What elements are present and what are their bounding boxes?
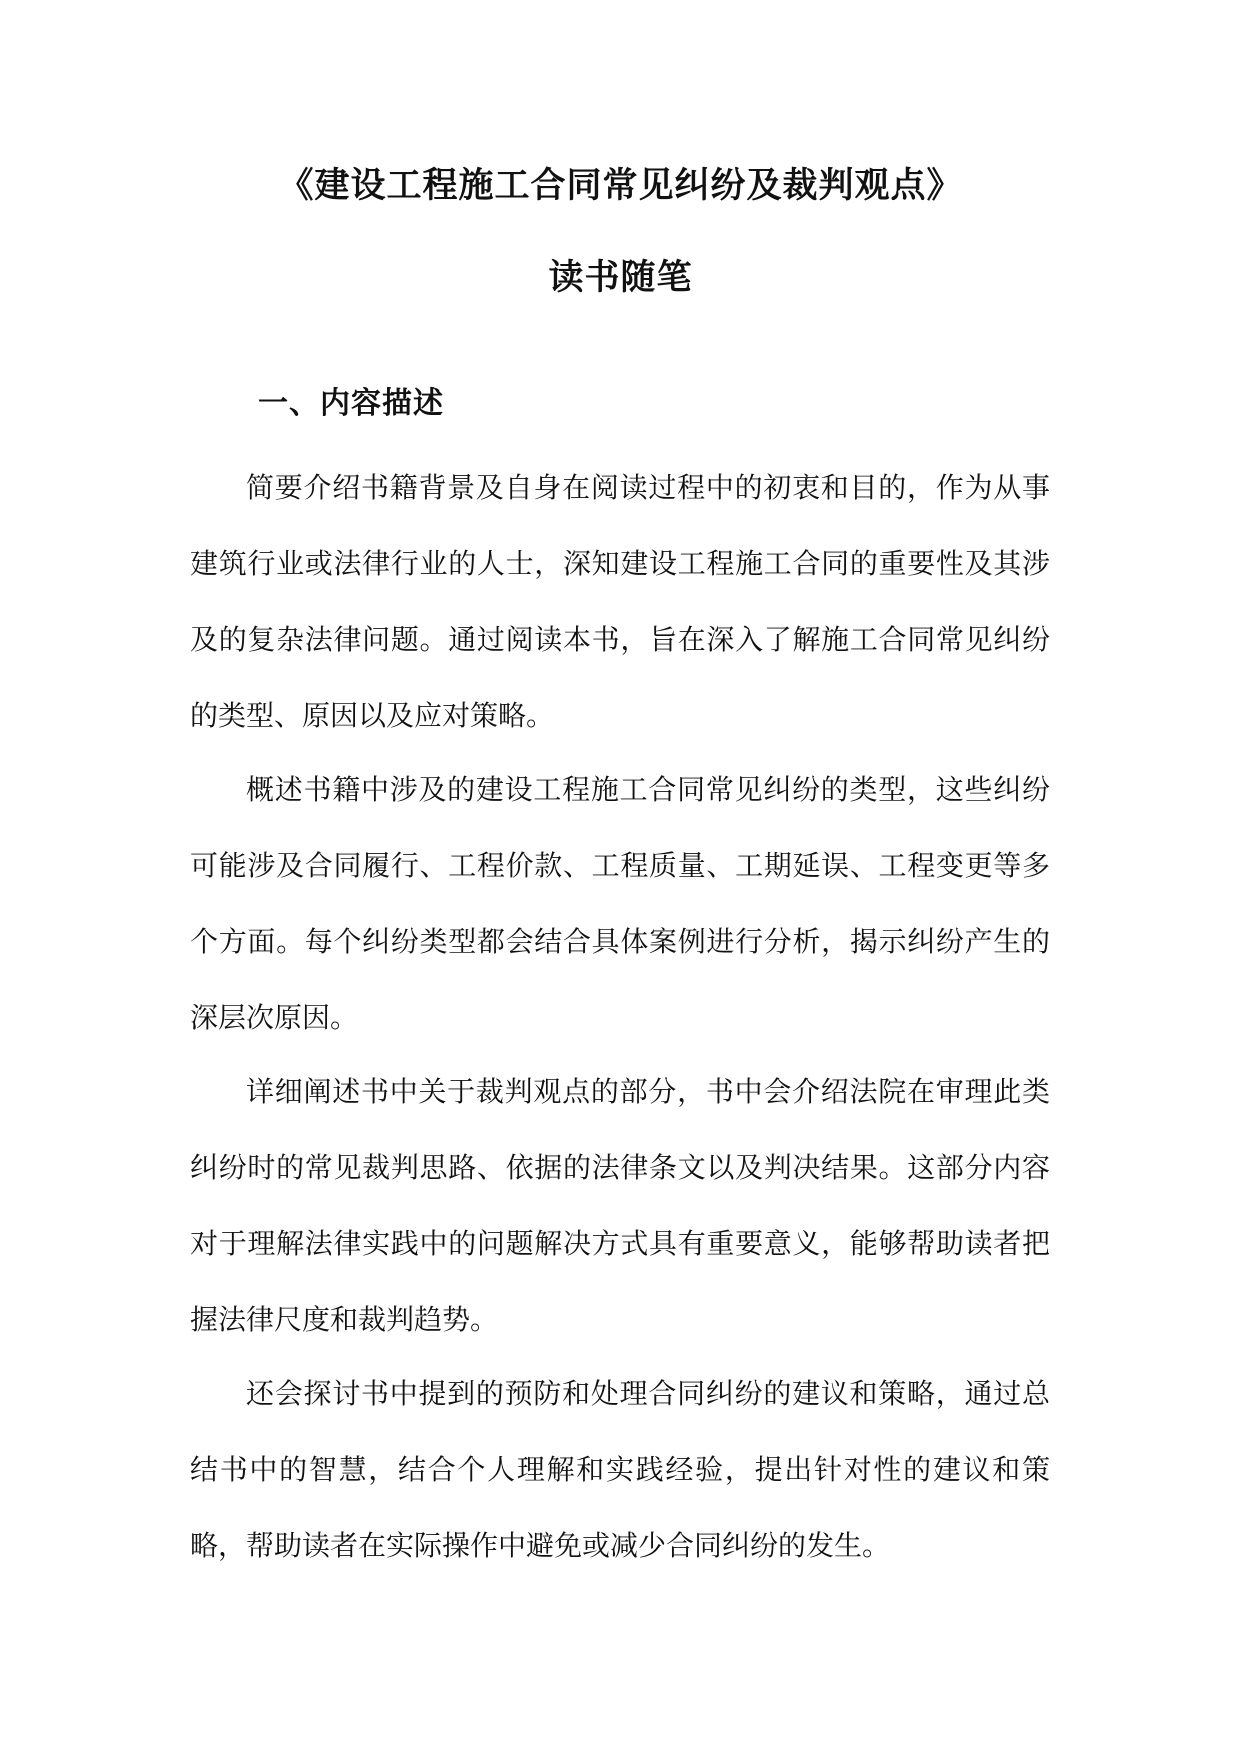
- paragraph-1: 简要介绍书籍背景及自身在阅读过程中的初衷和目的，作为从事建筑行业或法律行业的人士，深知建设工程施工合同的重要性及其涉及的复杂法律问题。通过阅读本书，旨在深入了解施工合同常见纠纷的类型、原因以及应对策略。: [190, 471, 1050, 732]
- document-title: 《建设工程施工合同常见纠纷及裁判观点》: [278, 166, 963, 206]
- section-heading: 一、内容描述: [258, 386, 444, 421]
- document-subtitle: 读书随笔: [548, 258, 693, 298]
- paragraph-3: 详细阐述书中关于裁判观点的部分，书中会介绍法院在审理此类纠纷时的常见裁判思路、依据的法律条文以及判决结果。这部分内容对于理解法律实践中的问题解决方式具有重要意义，能够帮助读者把握法律尺度和裁判趋势。: [190, 1075, 1050, 1336]
- paragraph-4: 还会探讨书中提到的预防和处理合同纠纷的建议和策略，通过总结书中的智慧，结合个人理解和实践经验，提出针对性的建议和策略，帮助读者在实际操作中避免或减少合同纠纷的发生。: [190, 1377, 1050, 1562]
- paragraph-2: 概述书籍中涉及的建设工程施工合同常见纠纷的类型，这些纠纷可能涉及合同履行、工程价款、工程质量、工期延误、工程变更等多个方面。每个纠纷类型都会结合具体案例进行分析，揭示纠纷产生的深层次原因。: [190, 773, 1050, 1034]
